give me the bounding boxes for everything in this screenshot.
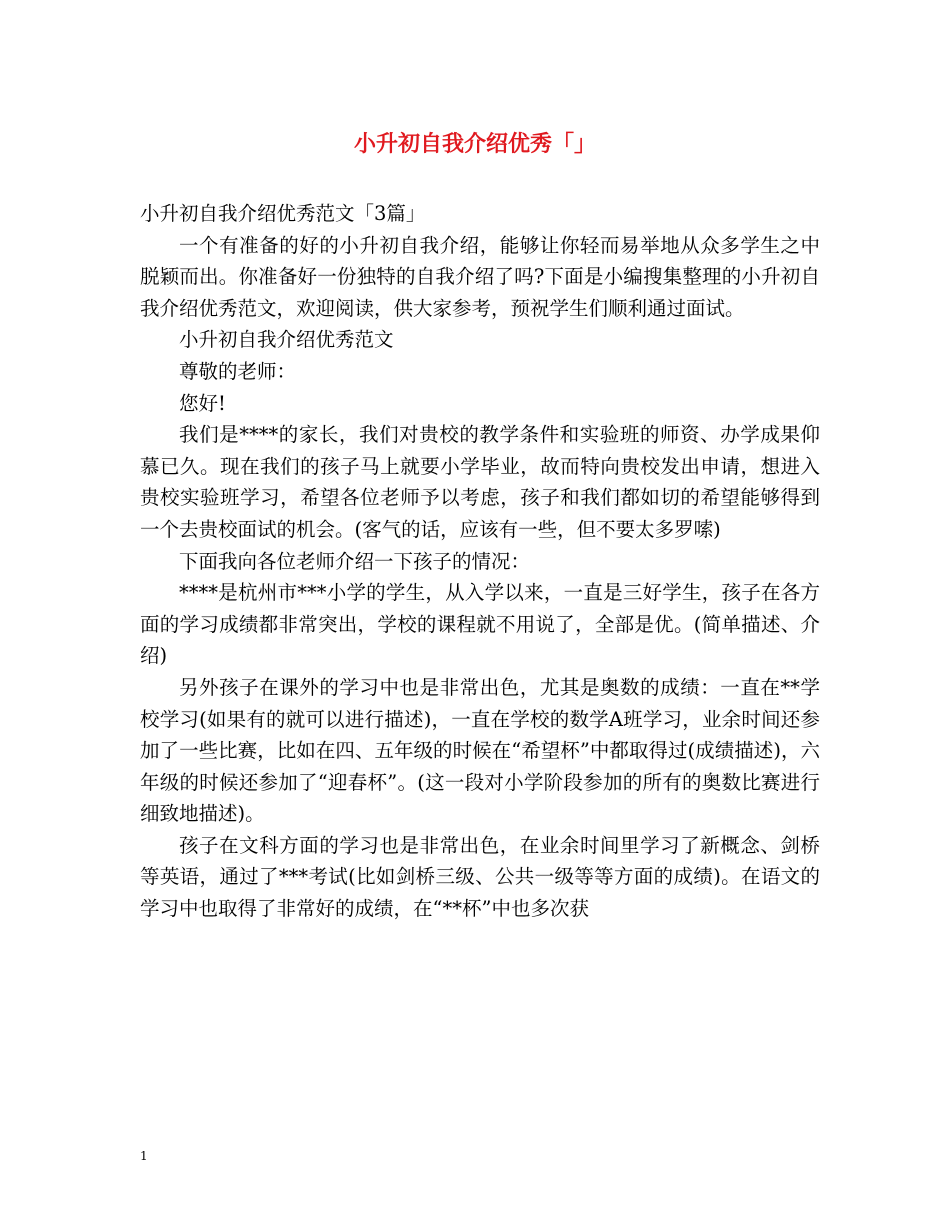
paragraph-parents: 我们是****的家长，我们对贵校的教学条件和实验班的师资、办学成果仰慕已久。现在我们的孩子马上就要小学毕业，故而特向贵校发出申请，想进入贵校实验班学习，希望各位老师予以考虑，孩子和我们都如切的希望能够得到一个去贵校面试的机会。(客气的话，应该有一些，但不要太多罗嗦) — [140, 423, 820, 541]
paragraph-liberal-arts: 孩子在文科方面的学习也是非常出色，在业余时间里学习了新概念、剑桥等英语，通过了***考试(比如剑桥三级、公共一级等等方面的成绩)。在语文的学习中也取得了非常好的成绩，在“**杯”中也多次获 — [140, 833, 820, 921]
document-subtitle: 小升初自我介绍优秀范文「3篇」 — [140, 202, 426, 225]
paragraph-math: 另外孩子在课外的学习中也是非常出色，尤其是奥数的成绩：一直在**学校学习(如果有的就可以进行描述)，一直在学校的数学A班学习，业余时间还参加了一些比赛，比如在四、五年级的时候在“希望杯”中都取得过(成绩描述)，六年级的时候还参加了“迎春杯”。(这一段对小学阶段参加的所有的奥数比赛进行细致地描述)。 — [140, 675, 820, 826]
paragraph-intro: 一个有准备的好的小升初自我介绍，能够让你轻而易举地从众多学生之中脱颖而出。你准备好一份独特的自我介绍了吗?下面是小编搜集整理的小升初自我介绍优秀范文，欢迎阅读，供大家参考，预祝学生们顺利通过面试。 — [140, 233, 820, 320]
paragraph-student: ****是杭州市***小学的学生，从入学以来，一直是三好学生，孩子在各方面的学习成绩都非常突出，学校的课程就不用说了，全部是优。(简单描述、介绍) — [140, 581, 820, 668]
paragraph-greeting: 您好! — [179, 391, 226, 415]
page-number: 1 — [140, 1149, 148, 1163]
paragraph-heading: 小升初自我介绍优秀范文 — [179, 328, 394, 352]
document-title: 小升初自我介绍优秀「」 — [353, 131, 596, 157]
paragraph-salutation: 尊敬的老师： — [179, 359, 297, 383]
document-body — [140, 198, 820, 925]
paragraph-introduce: 下面我向各位老师介绍一下孩子的情况： — [179, 549, 531, 573]
